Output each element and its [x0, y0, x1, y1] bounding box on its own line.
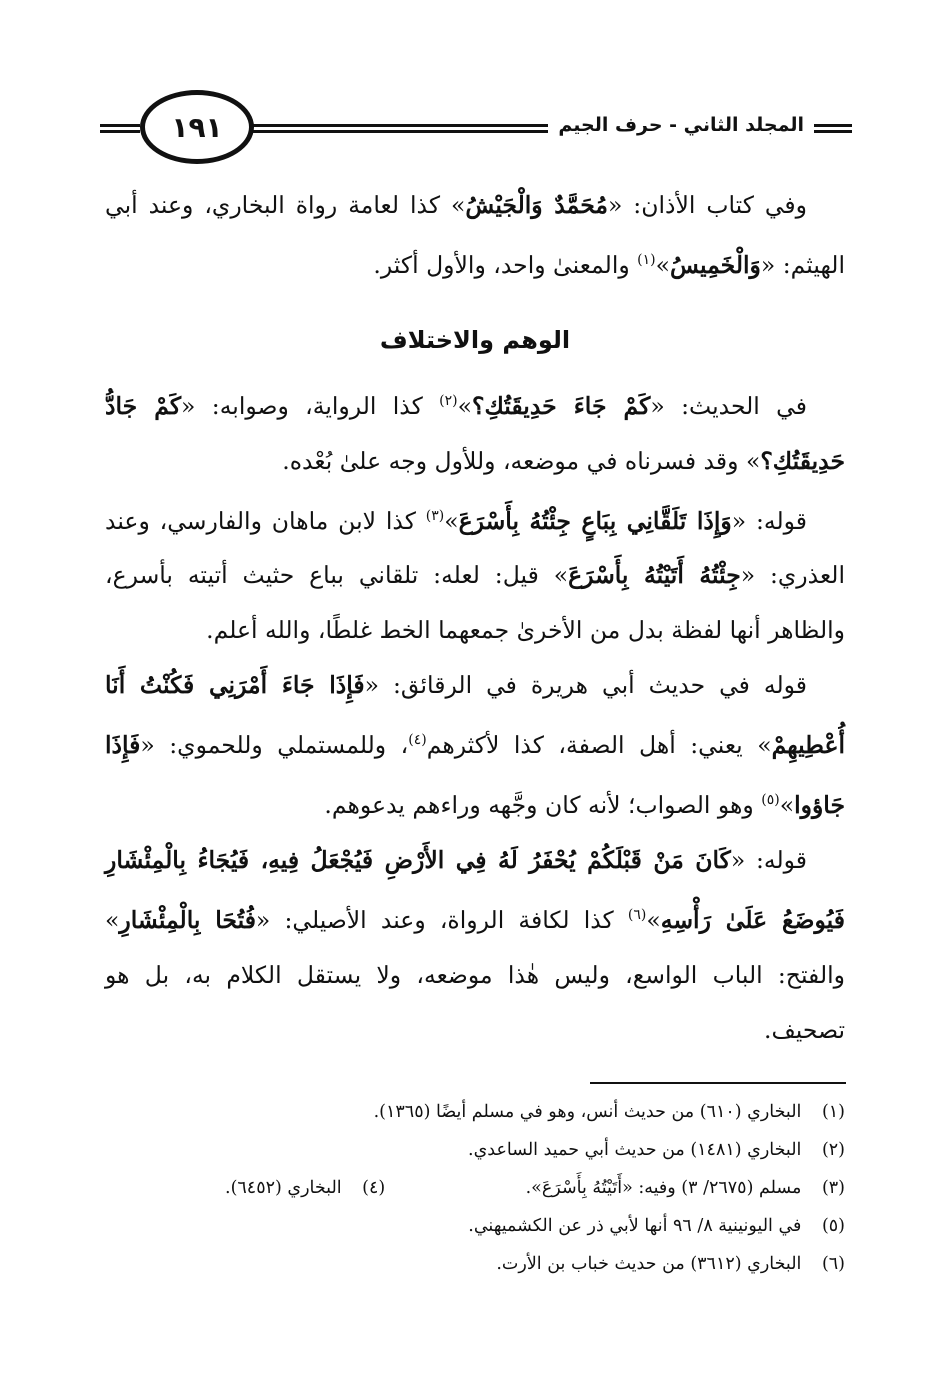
footnote-number: (٥)	[821, 1216, 845, 1236]
footnote-ref[interactable]: (٦)	[627, 907, 647, 924]
text: »	[655, 250, 671, 279]
hadith-quote: مُحَمَّدٌ وَالْجَيْشُ	[465, 191, 608, 219]
paragraph	[105, 178, 845, 293]
footnote	[105, 1245, 845, 1283]
hadith-quote: وَإِذَا تَلَقَّانِي بِبَاعٍ جِئْتُهُ بِأَسْرَعَ	[458, 506, 732, 535]
text: كذا لابن ماهان والفارسي، وعند العذري: «	[105, 506, 845, 590]
hadith-quote: جِئْتُهُ أَتَيْتُهُ بِأَسْرَعَ	[568, 561, 741, 590]
text: قوله: «	[731, 506, 807, 535]
paragraph	[105, 489, 845, 659]
footnote-ref[interactable]: (٥)	[761, 792, 780, 809]
footnote-number: (٦)	[821, 1254, 845, 1274]
footnote-separator	[590, 1082, 846, 1084]
footnote	[225, 1169, 385, 1207]
footnote-number: (١)	[821, 1102, 845, 1122]
footnote-text: مسلم (٢٦٧٥/ ٣) وفيه: «أَتَيْتُهُ بِأَسْرَعَ».	[525, 1178, 802, 1198]
text: والمعنىٰ واحد، والأول أكثر.	[373, 250, 638, 279]
footnote-ref[interactable]: (١)	[637, 252, 656, 268]
text: كذا الرواية، وصوابه: «	[181, 391, 440, 420]
paragraph	[105, 833, 845, 1058]
hadith-quote: فَإِذَا جَاءَ أَمْرَنِي فَكُنْتُ أَنَا أُعْطِيهِمْ	[105, 671, 846, 760]
text: » قيل: لعله: تلقاني بباع حثيث أتيته بأسرع، والظاهر أنها لفظة بدل من الأخرىٰ جمعهما الخط غلطًا، والله أعلم.	[105, 561, 845, 645]
footnote	[105, 1207, 845, 1245]
paragraph	[105, 374, 845, 489]
text: وهو الصواب؛ لأنه كان وجَّهه وراءهم يدعوهم.	[324, 791, 762, 820]
footnote	[526, 1169, 845, 1207]
text: »	[444, 506, 459, 535]
text: » وقد فسرناه في موضعه، وللأول وجه علىٰ بُعْده.	[282, 446, 761, 475]
text: قوله في حديث أبي هريرة في الرقائق: «	[364, 671, 807, 700]
text: في الحديث: «	[650, 391, 807, 420]
header-rule	[100, 124, 140, 127]
page-header	[100, 90, 852, 170]
footnote-text: البخاري (٣٦١٢) من حديث خباب بن الأرت.	[496, 1254, 802, 1274]
footnote-number: (٣)	[821, 1178, 845, 1198]
footnote-text: في اليونينية ٨/ ٩٦ أنها لأبي ذر عن الكشميهني.	[468, 1216, 802, 1236]
footnote	[105, 1131, 845, 1169]
footnote-ref[interactable]: (٣)	[425, 507, 445, 524]
text: »	[646, 905, 661, 934]
footnote-ref[interactable]: (٤)	[408, 732, 427, 749]
footnote-number: (٢)	[821, 1140, 845, 1160]
footnote	[105, 1093, 845, 1131]
header-rule	[100, 130, 140, 133]
text: كذا لكافة الرواة، وعند الأصيلي: «	[255, 905, 628, 934]
hadith-quote: كَمْ جَادُّ حَدِيقَتُكِ؟	[105, 391, 845, 475]
footnote-number: (٤)	[362, 1178, 386, 1198]
text: » والفتح: الباب الواسع، وليس هٰذا موضعه، ولا يستقل الكلام به، بل هو تصحيف.	[105, 905, 845, 1044]
footnote-text: البخاري (٦١٠) من حديث أنس، وهو في مسلم أيضًا (١٣٦٥).	[373, 1102, 802, 1122]
footnote-row	[105, 1169, 845, 1207]
footnote-ref[interactable]: (٢)	[439, 392, 458, 409]
footnotes	[105, 1093, 845, 1283]
text: »	[457, 391, 473, 420]
main-text	[105, 178, 845, 1058]
text: »	[779, 791, 795, 820]
hadith-quote: وَالْخَمِيسُ	[670, 250, 761, 279]
section-title: الوهم والاختلاف	[379, 325, 571, 354]
text: قوله: «	[730, 846, 807, 875]
hadith-quote: كَانَ مَنْ قَبْلَكُمْ يُحْفَرُ لَهُ فِي الأَرْضِ فَيُجْعَلُ فِيهِ، فَيُجَاءُ بِالْمِئْشَارِ فَيُوضَعُ عَلَىٰ رَأْسِهِ	[105, 846, 845, 934]
hadith-quote: فَإِذَا جَاؤوا	[105, 731, 845, 820]
footnote-text: البخاري (١٤٨١) من حديث أبي حميد الساعدي.	[468, 1140, 802, 1160]
paragraph	[105, 658, 845, 833]
text: » كذا لعامة رواة البخاري، وعند أبي الهيثم: «	[105, 191, 845, 279]
hadith-quote: فُتُحَا بِالْمِئْشَارِ	[119, 905, 256, 934]
page-number: ١٩١	[140, 90, 254, 164]
text: وفي كتاب الأذان: «	[607, 191, 807, 219]
hadith-quote: كَمْ جَاءَ حَدِيقَتُكِ؟	[472, 391, 651, 420]
footnote-text: البخاري (٦٤٥٢).	[225, 1178, 342, 1198]
text: ، وللمستملي وللحموي: «	[140, 731, 409, 760]
text: » يعني: أهل الصفة، كذا لأكثرهم	[426, 731, 772, 760]
running-title: المجلد الثاني - حرف الجيم	[548, 112, 814, 138]
